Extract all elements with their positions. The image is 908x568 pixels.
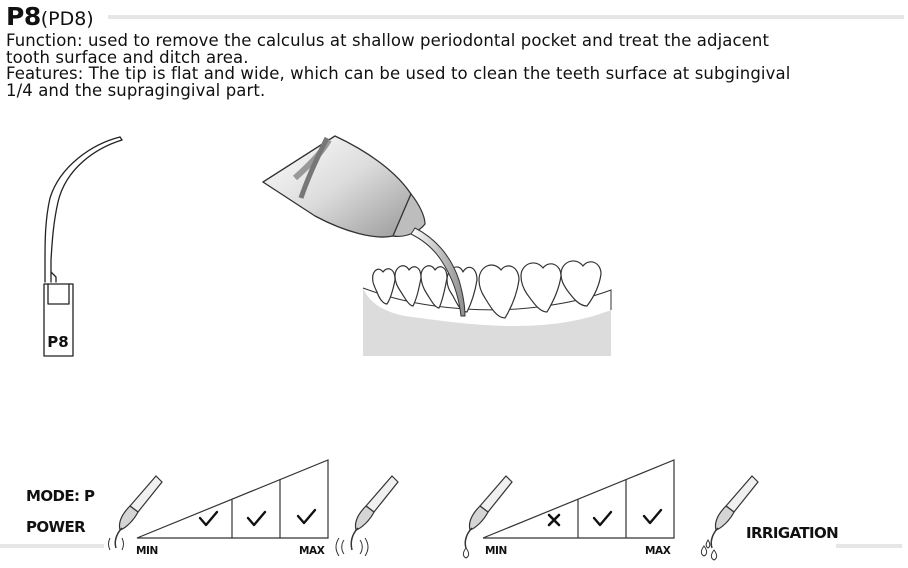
scaler-tip-illustration bbox=[36, 132, 126, 372]
power-label: POWER bbox=[26, 518, 86, 536]
tip-alt-code: (PD8) bbox=[40, 8, 94, 30]
bottom-divider-left bbox=[0, 544, 104, 548]
power-handpiece-right-icon bbox=[334, 470, 404, 560]
power-min-label: MIN bbox=[136, 545, 158, 557]
function-text-line-1: Function: used to remove the calculus at shallow periodontal pocket and treat the adjacent bbox=[6, 31, 770, 50]
irrigation-min-label: MIN bbox=[485, 545, 507, 557]
mode-label: MODE: P bbox=[26, 487, 95, 505]
irrigation-label: IRRIGATION bbox=[746, 524, 839, 542]
irrigation-max-label: MAX bbox=[645, 545, 671, 557]
function-text-line-2: tooth surface and ditch area. bbox=[6, 47, 249, 67]
description bbox=[6, 33, 896, 99]
power-max-label: MAX bbox=[299, 545, 325, 557]
title-divider bbox=[108, 15, 904, 19]
bottom-divider-right bbox=[836, 544, 902, 548]
features-text-line-2: 1/4 and the supragingival part. bbox=[6, 80, 266, 100]
power-scale-chart bbox=[136, 458, 330, 540]
irrigation-scale-chart bbox=[482, 458, 676, 540]
tip-label: P8 bbox=[47, 333, 69, 351]
page-title bbox=[6, 2, 94, 31]
irrigation-handpiece-right-icon bbox=[694, 470, 764, 562]
features-text-line-1: Features: The tip is flat and wide, which can be used to clean the teeth surface at subgingival bbox=[6, 64, 791, 83]
handpiece-teeth-illustration bbox=[255, 120, 615, 360]
header bbox=[6, 2, 902, 32]
tip-code: P8 bbox=[6, 2, 41, 31]
